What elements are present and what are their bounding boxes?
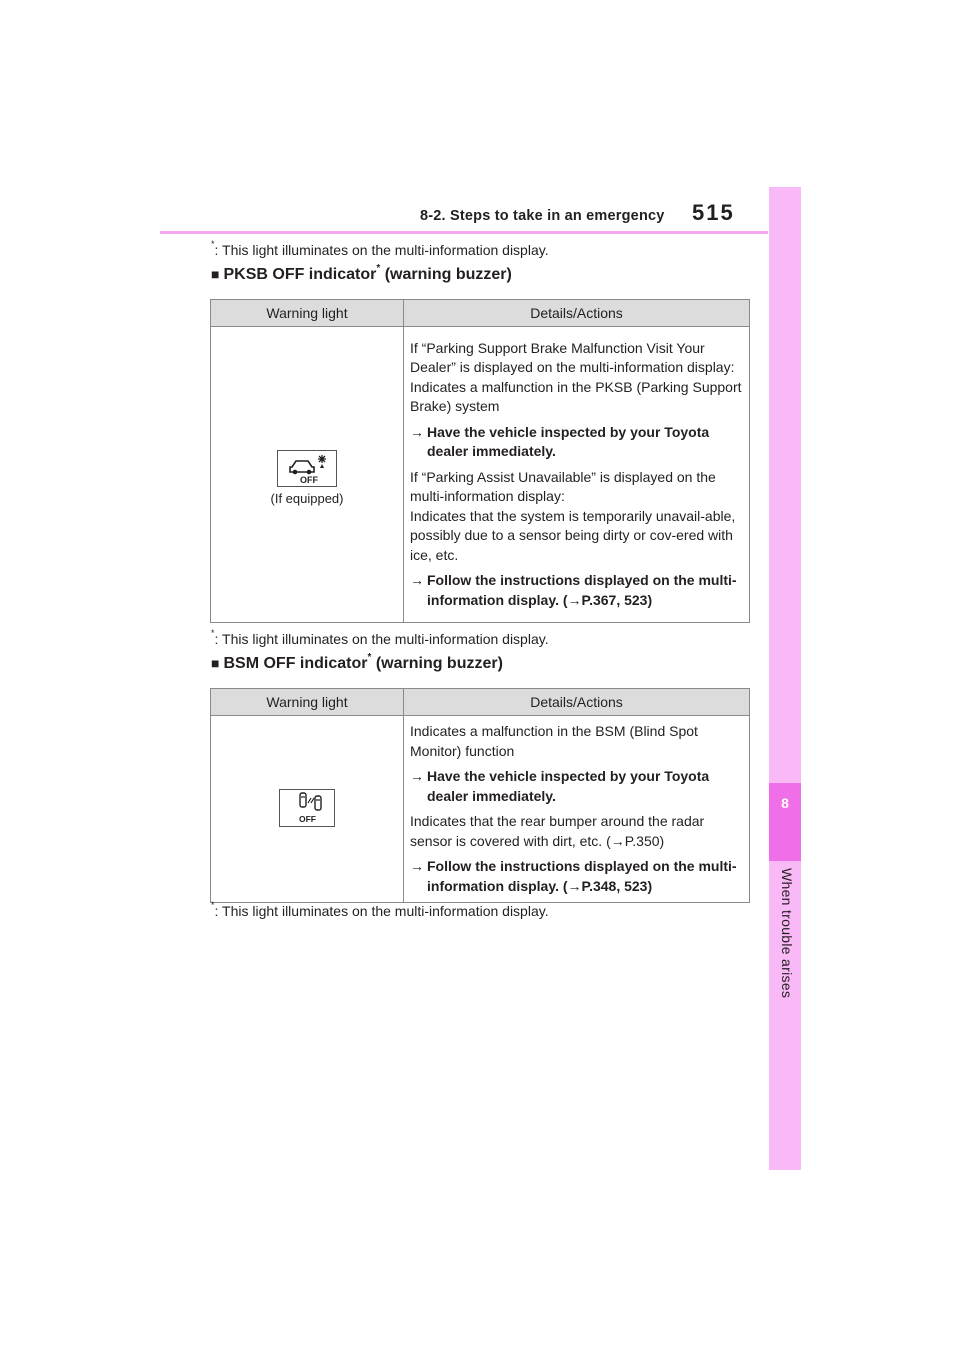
col-warning-light: Warning light bbox=[211, 300, 404, 327]
bsm-details bbox=[404, 716, 750, 903]
page-ref-arrow-icon: → bbox=[567, 591, 582, 608]
page-number: 515 bbox=[692, 200, 735, 225]
arrow-icon: → bbox=[410, 423, 424, 440]
page-ref-arrow-icon: → bbox=[610, 832, 625, 849]
arrow-icon: → bbox=[410, 768, 424, 784]
if-equipped-caption: (If equipped) bbox=[270, 490, 344, 506]
pksb-page-ref: P.367, 523) bbox=[581, 591, 653, 608]
col-details-actions: Details/Actions bbox=[404, 689, 750, 716]
bsm-off-icon bbox=[279, 789, 335, 827]
pksb-para-1b: Indicates a malfunction in the PKSB (Parking Support Brake) system bbox=[410, 378, 742, 415]
footnote-top: *: This light illuminates on the multi-information display. bbox=[211, 239, 549, 258]
footnote-bottom: *: This light illuminates on the multi-information display. bbox=[211, 900, 549, 919]
section-title: 8-2. Steps to take in an emergency bbox=[420, 208, 665, 224]
chapter-label: When trouble arises bbox=[779, 868, 795, 999]
pksb-action-1: → Have the vehicle inspected by your Toyota dealer immediately. bbox=[410, 423, 710, 460]
svg-text:OFF: OFF bbox=[300, 474, 318, 485]
bsm-action-1: → Have the vehicle inspected by your Toyota dealer immediately. bbox=[410, 768, 710, 804]
bsm-page-ref: P.348, 523) bbox=[581, 877, 653, 894]
footnote-middle: *: This light illuminates on the multi-information display. bbox=[211, 628, 549, 647]
bsm-icon-cell bbox=[211, 716, 404, 903]
bsm-heading: ■ BSM OFF indicator* (warning buzzer) bbox=[211, 652, 503, 672]
pksb-para-2b: Indicates that the system is temporarily unavail-able, possibly due to a sensor being dirty or cov-ered with ice, etc. bbox=[410, 507, 736, 563]
pksb-para-1: If “Parking Support Brake Malfunction Visit Your Dealer” is displayed on the multi-information display: bbox=[410, 339, 735, 376]
svg-text:OFF: OFF bbox=[299, 814, 316, 824]
pksb-icon-cell bbox=[211, 327, 404, 623]
pksb-table bbox=[210, 299, 750, 623]
bsm-para-1: Indicates a malfunction in the BSM (Blind Spot Monitor) function bbox=[410, 723, 698, 759]
pksb-para-2: If “Parking Assist Unavailable” is displayed on the multi-information display: bbox=[410, 468, 716, 505]
col-warning-light: Warning light bbox=[211, 689, 404, 716]
pksb-heading: ■ PKSB OFF indicator* (warning buzzer) bbox=[211, 263, 512, 283]
bsm-action-2: → Follow the instructions displayed on the multi-information display. (→P.348, 523) bbox=[410, 858, 737, 894]
arrow-icon: → bbox=[410, 858, 424, 874]
chapter-number: 8 bbox=[781, 795, 789, 811]
bsm-para-2: Indicates that the rear bumper around the radar sensor is covered with dirt, etc. (→P.350) bbox=[410, 813, 705, 849]
arrow-icon: → bbox=[410, 572, 424, 589]
bsm-table bbox=[210, 688, 750, 903]
pksb-action-2: → Follow the instructions displayed on the multi-information display. (→P.367, 523) bbox=[410, 572, 737, 608]
pksb-off-icon bbox=[277, 450, 337, 487]
bsm-para-ref: P.350) bbox=[624, 832, 665, 849]
page-ref-arrow-icon: → bbox=[567, 877, 582, 894]
pksb-details bbox=[404, 327, 750, 623]
header-rule bbox=[160, 231, 768, 234]
col-details-actions: Details/Actions bbox=[404, 300, 750, 327]
